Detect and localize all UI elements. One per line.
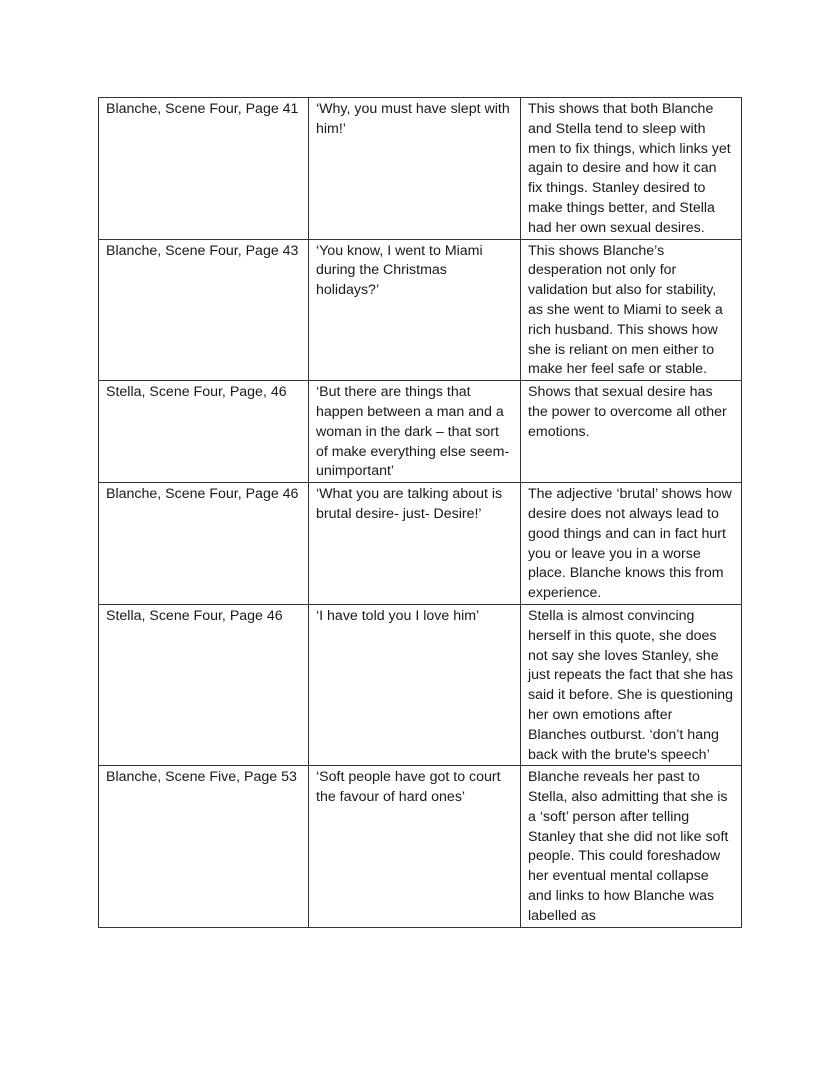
analysis-cell: This shows Blanche’s desperation not only for validation but also for stability, as she went to Miami to seek a rich husband. This shows how she is reliant on men either to make her feel safe or stable. xyxy=(521,239,742,381)
table-row xyxy=(99,239,742,381)
quote-cell: ‘What you are talking about is brutal desire- just- Desire!’ xyxy=(309,483,521,605)
analysis-cell: Stella is almost convincing herself in this quote, she does not say she loves Stanley, she just repeats the fact that she has said it before. She is questioning her own emotions after Blanches outburst. ‘don’t hang back with the brute's speech’ xyxy=(521,604,742,765)
speaker-reference-cell: Stella, Scene Four, Page 46 xyxy=(99,604,309,765)
analysis-cell: Shows that sexual desire has the power to overcome all other emotions. xyxy=(521,381,742,483)
quote-cell: ‘Why, you must have slept with him!’ xyxy=(309,98,521,240)
table-row xyxy=(99,766,742,927)
analysis-cell: The adjective ‘brutal’ shows how desire does not always lead to good things and can in fact hurt you or leave you in a worse place. Blanche knows this from experience. xyxy=(521,483,742,605)
speaker-reference-cell: Blanche, Scene Five, Page 53 xyxy=(99,766,309,927)
speaker-reference-cell: Blanche, Scene Four, Page 43 xyxy=(99,239,309,381)
speaker-reference-cell: Blanche, Scene Four, Page 41 xyxy=(99,98,309,240)
analysis-cell: This shows that both Blanche and Stella tend to sleep with men to fix things, which links yet again to desire and how it can fix things. Stanley desired to make things better, and Stella had her own sexual desires. xyxy=(521,98,742,240)
speaker-reference-cell: Stella, Scene Four, Page, 46 xyxy=(99,381,309,483)
analysis-cell: Blanche reveals her past to Stella, also admitting that she is a ‘soft’ person after telling Stanley that she did not like soft people. This could foreshadow her eventual mental collapse and links to how Blanche was labelled as xyxy=(521,766,742,927)
table-row xyxy=(99,381,742,483)
speaker-reference-cell: Blanche, Scene Four, Page 46 xyxy=(99,483,309,605)
quote-cell: ‘I have told you I love him’ xyxy=(309,604,521,765)
quote-analysis-table xyxy=(98,97,742,928)
table-row xyxy=(99,604,742,765)
quote-cell: ‘But there are things that happen between a man and a woman in the dark – that sort of make everything else seem-unimportant’ xyxy=(309,381,521,483)
table-row xyxy=(99,483,742,605)
table-row xyxy=(99,98,742,240)
quote-cell: ‘You know, I went to Miami during the Christmas holidays?’ xyxy=(309,239,521,381)
quote-cell: ‘Soft people have got to court the favour of hard ones’ xyxy=(309,766,521,927)
